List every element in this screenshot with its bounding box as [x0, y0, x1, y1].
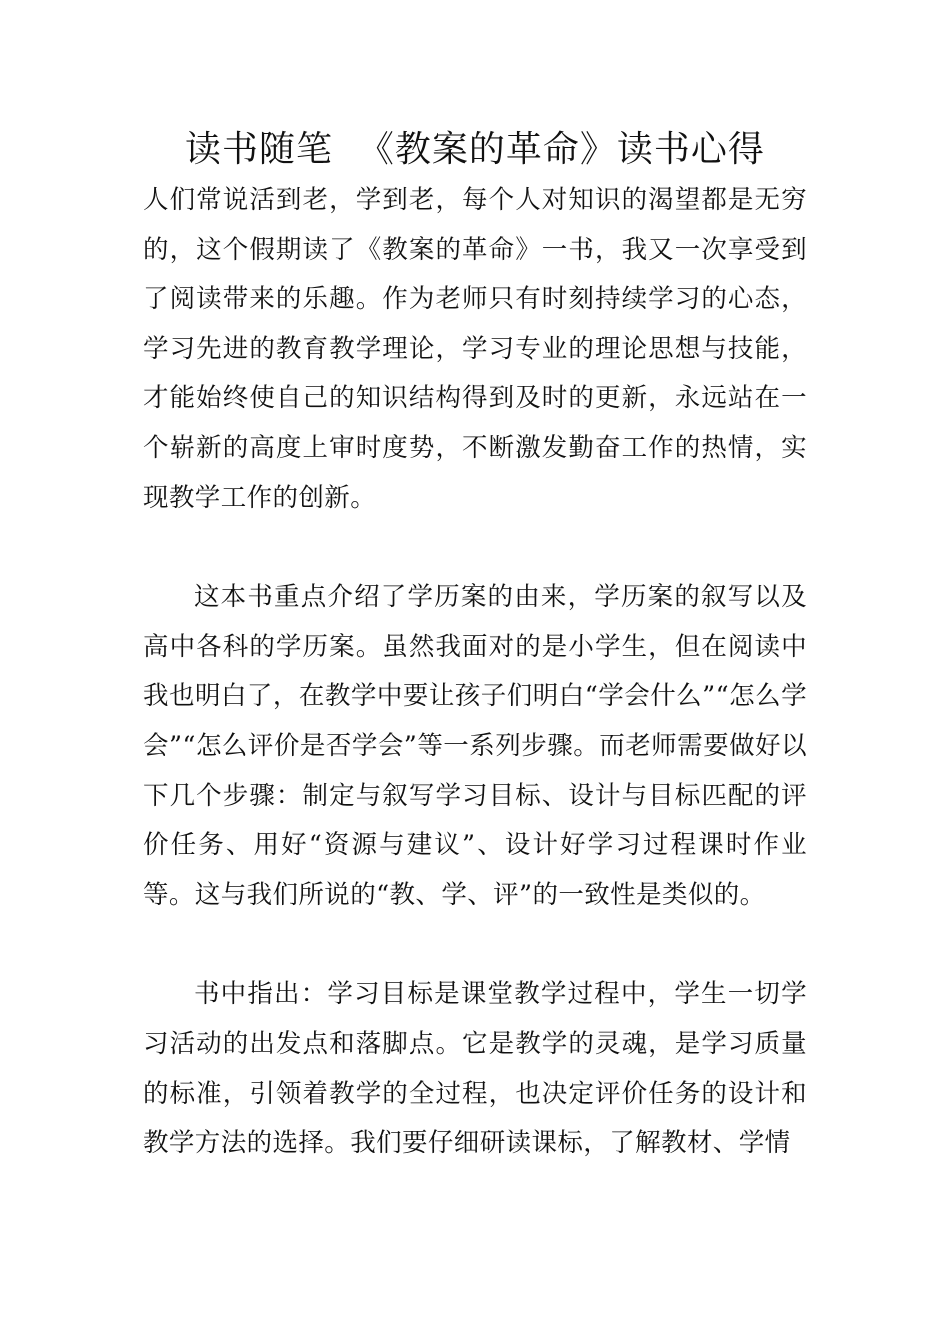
paragraph-spacer	[143, 523, 807, 573]
document-title: 读书随笔 《教案的革命》读书心得	[185, 129, 765, 170]
paragraph-3: 书中指出：学习目标是课堂教学过程中，学生一切学习活动的出发点和落脚点。它是教学的灵魂，是学习质量的标准，引领着教学的全过程，也决定评价任务的设计和教学方法的选择。我们要仔细研读课标，了解教材、学情	[143, 979, 807, 1159]
document-body	[143, 176, 807, 1169]
paragraph-2: 这本书重点介绍了学历案的由来，学历案的叙写以及高中各科的学历案。虽然我面对的是小学生，但在阅读中我也明白了，在教学中要让孩子们明白“学会什么”“怎么学会”“怎么评价是否学会”等一系列步骤。而老师需要做好以下几个步骤：制定与叙写学习目标、设计与目标匹配的评价任务、用好“资源与建议”、设计好学习过程课时作业等。这与我们所说的“教、学、评”的一致性是类似的。	[143, 582, 807, 910]
paragraph-1: 人们常说活到老，学到老，每个人对知识的渴望都是无穷的，这个假期读了《教案的革命》一书，我又一次享受到了阅读带来的乐趣。作为老师只有时刻持续学习的心态，学习先进的教育教学理论，学习专业的理论思想与技能，才能始终使自己的知识结构得到及时的更新，永远站在一个崭新的高度上审时度势，不断激发勤奋工作的热情，实现教学工作的创新。	[143, 185, 807, 513]
paragraph-spacer	[143, 920, 807, 970]
